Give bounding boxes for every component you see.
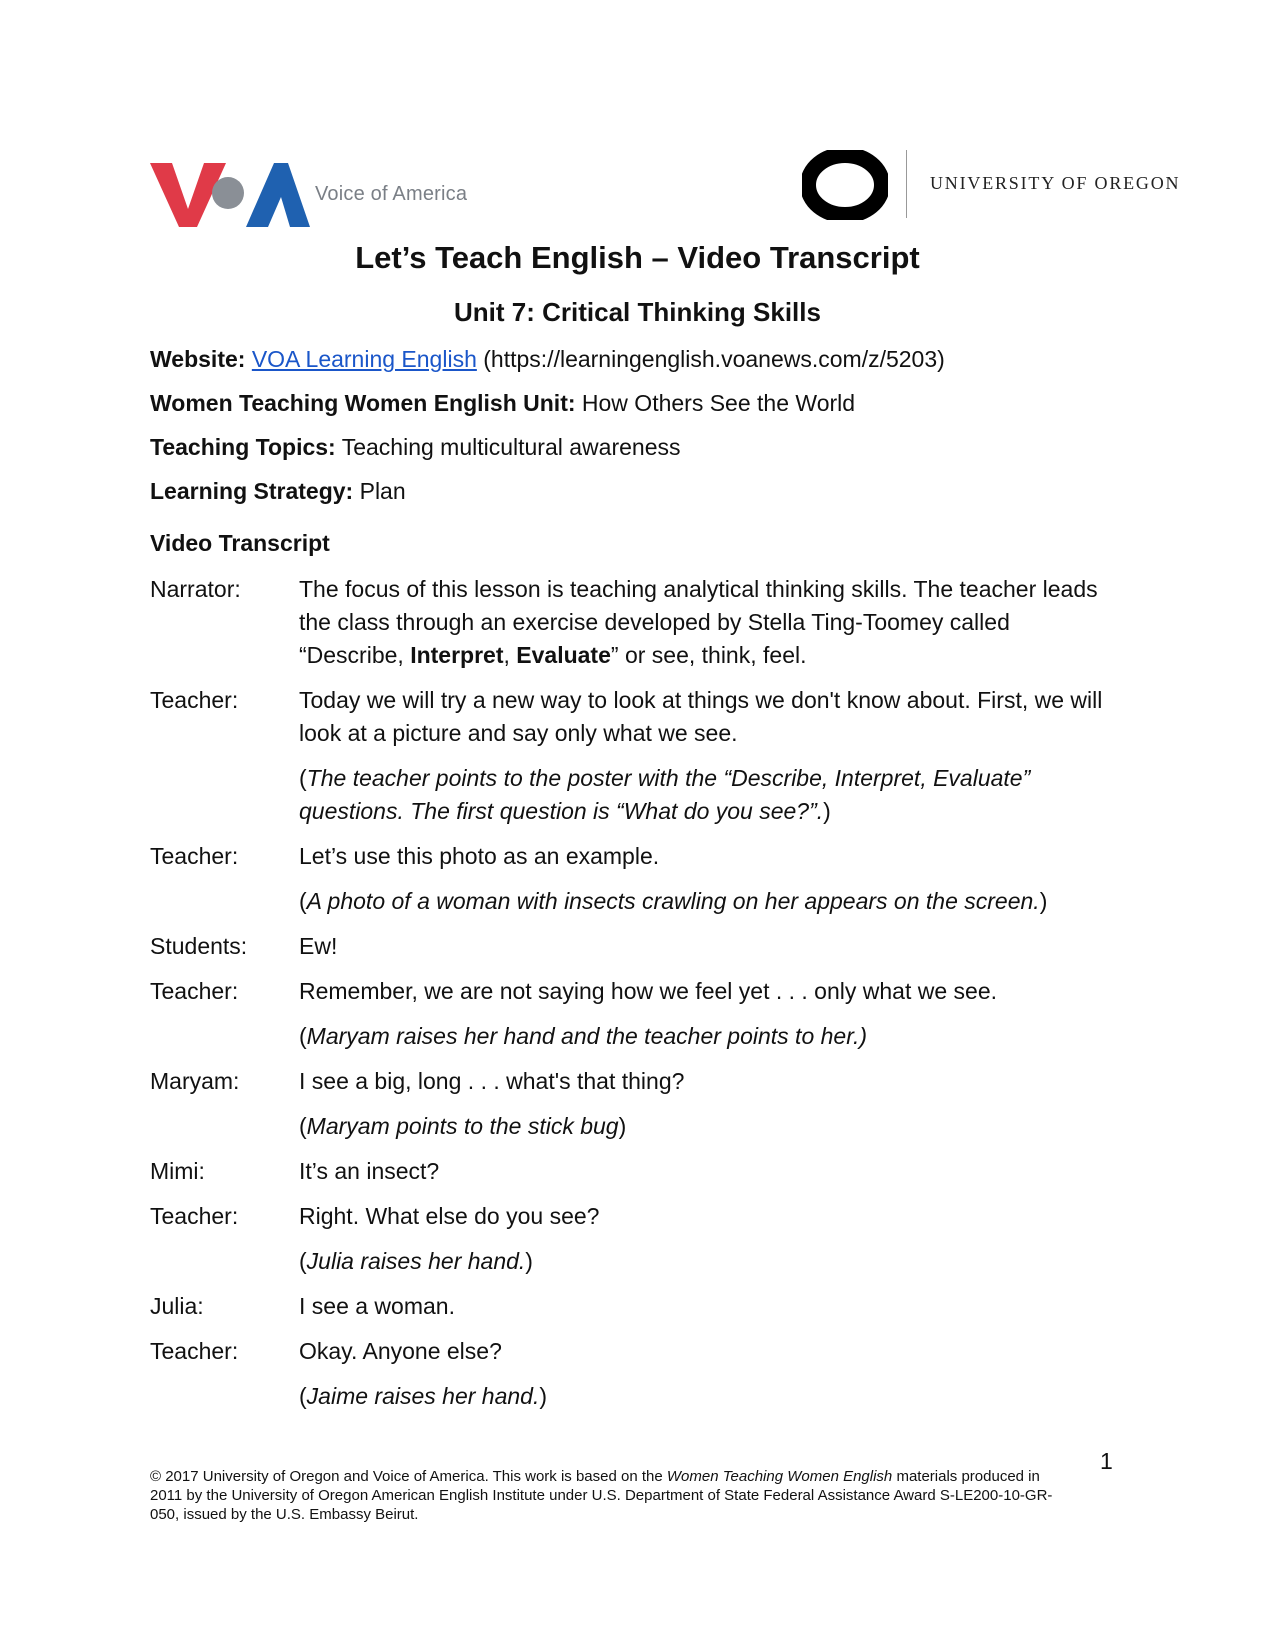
speech-text: Remember, we are not saying how we feel yet . . . only what we see.: [299, 978, 998, 1004]
document-subtitle: Unit 7: Critical Thinking Skills: [454, 297, 821, 327]
uo-logo-divider: [906, 150, 907, 218]
speaker-label: Julia:: [150, 1293, 204, 1319]
speaker-label: Teacher:: [150, 1338, 239, 1364]
speaker-label: Mimi:: [150, 1158, 205, 1184]
unit-line: [150, 390, 855, 417]
transcript-entry: [150, 1200, 1120, 1233]
page-number: 1: [1100, 1448, 1113, 1474]
document-title: Let’s Teach English – Video Transcript: [355, 240, 920, 275]
stage-direction-text: The teacher points to the poster with the “Describe, Interpret, Evaluate” questions. The first question is “What do you see?”.: [299, 765, 1031, 824]
speech-text: Okay. Anyone else?: [299, 1338, 502, 1364]
speaker-label: Students:: [150, 933, 248, 959]
transcript-entry: [150, 573, 1120, 672]
speech-text: Ew!: [299, 933, 338, 959]
speaker-label: Teacher:: [150, 687, 239, 713]
strategy-value: Plan: [359, 478, 406, 504]
speaker-label: Maryam:: [150, 1068, 240, 1094]
transcript-entry: [150, 1065, 1120, 1098]
narrator-text-c: ,: [503, 642, 517, 668]
stage-direction-text: A photo of a woman with insects crawling on her appears on the screen.: [306, 888, 1040, 914]
transcript-entry: [150, 840, 1120, 873]
unit-label: Women Teaching Women English Unit:: [150, 390, 576, 416]
stage-direction: (Maryam raises her hand and the teacher points to her.): [299, 1023, 868, 1049]
transcript-entry: [150, 975, 1120, 1008]
uo-logo-text: UNIVERSITY OF OREGON: [930, 173, 1181, 193]
narrator-text-a: The focus of this lesson is teaching analytical thinking skills. The teacher leads the class through an exercise developed by Stella Ting-Toomey called “Describe,: [299, 576, 1098, 668]
speech-text: Let’s use this photo as an example.: [299, 843, 660, 869]
video-transcript-heading: Video Transcript: [150, 530, 330, 556]
website-url: (https://learningenglish.voanews.com/z/5203): [483, 346, 945, 372]
copyright-footer: [150, 1467, 1070, 1524]
speaker-label: Teacher:: [150, 978, 239, 1004]
speech-text: It’s an insect?: [299, 1158, 440, 1184]
stage-direction: (A photo of a woman with insects crawling on her appears on the screen.): [299, 888, 1048, 914]
strategy-label: Learning Strategy:: [150, 478, 354, 504]
footer-text-1: © 2017 University of Oregon and Voice of America. This work is based on the: [150, 1468, 667, 1485]
unit-value: How Others See the World: [581, 390, 856, 416]
voa-logo-icon: [150, 161, 310, 231]
stage-direction-text: Maryam raises her hand and the teacher points to her.): [306, 1023, 868, 1049]
speech-text: I see a woman.: [299, 1293, 455, 1319]
stage-direction: (Julia raises her hand.): [299, 1248, 533, 1274]
speaker-label: Narrator:: [150, 576, 241, 602]
stage-direction: (Jaime raises her hand.): [299, 1383, 548, 1409]
speech-text: Right. What else do you see?: [299, 1203, 600, 1229]
website-label: Website:: [150, 346, 246, 372]
voa-logo-text: Voice of America: [315, 183, 468, 205]
narrator-text-e: ” or see, think, feel.: [610, 642, 807, 668]
stage-direction-text: Jaime raises her hand.: [306, 1383, 540, 1409]
stage-direction-text: Maryam points to the stick bug: [306, 1113, 619, 1139]
topics-value: Teaching multicultural awareness: [341, 434, 681, 460]
topics-label: Teaching Topics:: [150, 434, 336, 460]
speech-text: Today we will try a new way to look at things we don't know about. First, we will look at a picture and say only what we see.: [299, 687, 1103, 746]
uo-o-icon: [802, 150, 888, 220]
footer-text-2: Women Teaching Women English: [666, 1468, 893, 1485]
website-line: [150, 346, 945, 373]
transcript: [150, 573, 1120, 1425]
narrator-text-b: Interpret: [410, 642, 504, 668]
voa-learning-english-link[interactable]: VOA Learning English: [251, 346, 477, 372]
stage-direction: (The teacher points to the poster with the “Describe, Interpret, Evaluate” questions. The first question is “What do you see?”.): [299, 765, 1031, 824]
transcript-entry: [150, 1335, 1120, 1368]
speech-text: I see a big, long . . . what's that thing?: [299, 1068, 685, 1094]
voa-logo: [150, 161, 490, 231]
transcript-entry: [150, 930, 1120, 963]
transcript-entry: [150, 684, 1120, 750]
speaker-label: Teacher:: [150, 1203, 239, 1229]
uo-logo: [802, 150, 1182, 220]
narrator-text-d: Evaluate: [516, 642, 611, 668]
speech-text: [299, 573, 1119, 672]
topics-line: [150, 434, 680, 461]
stage-direction-text: Julia raises her hand.: [306, 1248, 526, 1274]
stage-direction: (Maryam points to the stick bug): [299, 1113, 627, 1139]
transcript-entry: [150, 1155, 1120, 1188]
strategy-line: [150, 478, 406, 505]
footer-text-3: materials produced in 2011 by the University of Oregon American English Institute under U.S. Department of State Federal Assistance Award S-LE200-10-GR-050, issued by the U.S. Embassy Beirut.: [150, 1468, 1053, 1523]
speaker-label: Teacher:: [150, 843, 239, 869]
transcript-entry: [150, 1290, 1120, 1323]
